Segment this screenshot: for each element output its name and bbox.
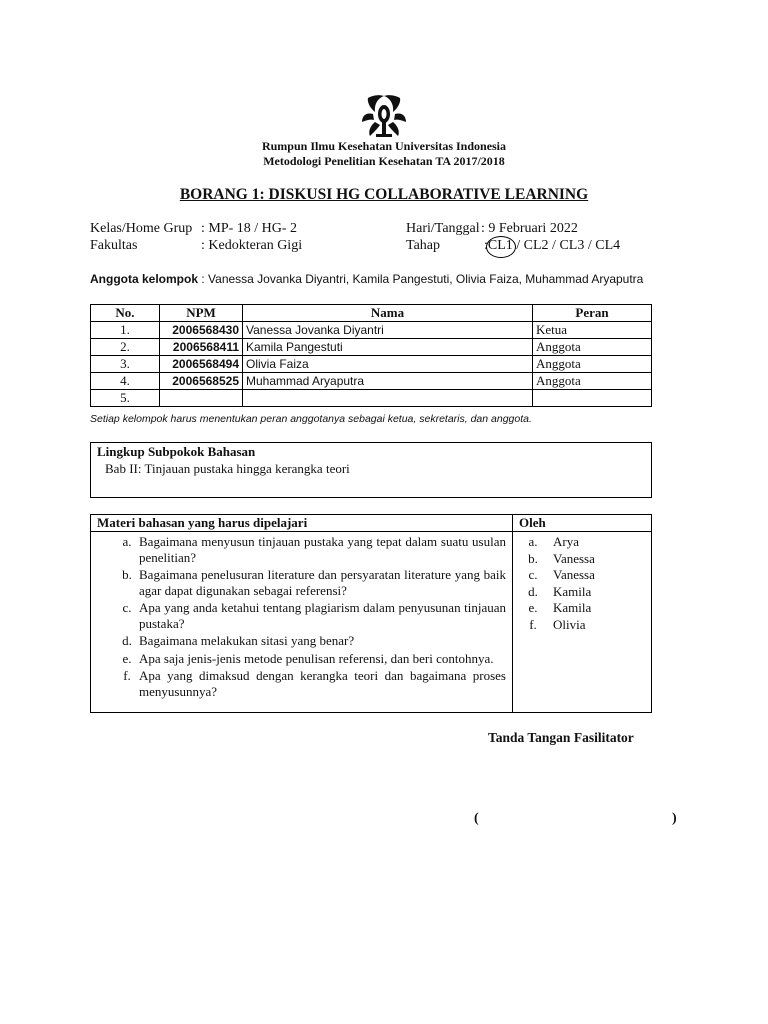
lingkup-heading: Lingkup Subpokok Bahasan xyxy=(97,444,256,459)
fakultas-value: : Kedokteran Gigi xyxy=(201,238,303,253)
table-row xyxy=(91,356,652,373)
cell-npm: 2006568430 xyxy=(160,322,243,339)
cell-peran: Anggota xyxy=(533,356,652,373)
anggota-line xyxy=(90,272,643,286)
list-item: d. Kamila xyxy=(528,583,592,599)
table-row xyxy=(91,390,652,407)
list-item: e. Kamila xyxy=(528,600,592,615)
tahap-label: Tahap xyxy=(406,238,441,253)
header-course: Metodologi Penelitian Kesehatan TA 2017/2018 xyxy=(263,154,505,168)
page-title: BORANG 1: DISKUSI HG COLLABORATIVE LEARNING xyxy=(179,186,589,203)
list-item: c. Vanessa xyxy=(528,567,595,582)
cell-no: 4. xyxy=(91,373,160,390)
cell-nama: Kamila Pangestuti xyxy=(243,339,533,356)
cell-nama: Olivia Faiza xyxy=(243,356,533,373)
table-row xyxy=(91,373,652,390)
anggota-value: : Vanessa Jovanka Diyantri, Kamila Pangestuti, Olivia Faiza, Muhammad Aryaputra xyxy=(201,272,644,286)
cell-nama: Vanessa Jovanka Diyantri xyxy=(243,322,533,339)
signature-open-paren: ( xyxy=(474,811,479,826)
cell-nama xyxy=(243,390,533,407)
kelas-label: Kelas/Home Grup xyxy=(90,221,193,236)
university-seal-icon xyxy=(358,92,410,140)
col-npm: NPM xyxy=(160,305,243,322)
cell-no: 1. xyxy=(91,322,160,339)
roles-note: Setiap kelompok harus menentukan peran anggotanya sebagai ketua, sekretaris, dan anggota. xyxy=(90,413,532,425)
materi-body-row xyxy=(91,532,652,713)
list-item: b. Vanessa xyxy=(528,550,595,566)
col-nama: Nama xyxy=(243,305,533,322)
cell-peran: Anggota xyxy=(533,373,652,390)
questions-cell xyxy=(91,532,513,713)
cell-npm: 2006568525 xyxy=(160,373,243,390)
cell-no: 3. xyxy=(91,356,160,373)
cell-npm: 2006568494 xyxy=(160,356,243,373)
col-no: No. xyxy=(91,305,160,322)
materi-header: Materi bahasan yang harus dipelajari xyxy=(91,515,513,532)
list-item: a. Bagaimana menyusun tinjauan pustaka yang tepat dalam suatu usulan penelitian? xyxy=(122,534,506,565)
anggota-label: Anggota kelompok xyxy=(90,272,199,286)
table-row xyxy=(91,322,652,339)
hari-label: Hari/Tanggal xyxy=(406,221,480,236)
materi-table xyxy=(90,514,652,713)
table-row xyxy=(91,339,652,356)
header-institution: Rumpun Ilmu Kesehatan Universitas Indonesia xyxy=(261,139,507,153)
lingkup-body: Bab II: Tinjauan pustaka hingga kerangka teori xyxy=(105,461,350,476)
oleh-list xyxy=(519,534,645,633)
signature-close-paren: ) xyxy=(672,811,677,826)
hari-value: : 9 Februari 2022 xyxy=(481,221,578,236)
list-item: f. Apa yang dimaksud dengan kerangka teori dan bagaimana proses menyusunnya? xyxy=(123,668,506,699)
list-item: b. Bagaimana penelusuran literature dan persyaratan literature yang baik agar dapat digunakan sebagai referensi? xyxy=(122,567,506,598)
members-header-row xyxy=(91,305,652,322)
cell-nama: Muhammad Aryaputra xyxy=(243,373,533,390)
list-item: f. Olivia xyxy=(529,616,586,632)
col-peran: Peran xyxy=(533,305,652,322)
oleh-header: Oleh xyxy=(513,515,652,532)
lingkup-box xyxy=(90,442,652,498)
cell-peran: Ketua xyxy=(533,322,652,339)
cell-peran: Anggota xyxy=(533,339,652,356)
list-item: c. Apa yang anda ketahui tentang plagiarism dalam penyusunan tinjauan pustaka? xyxy=(122,600,506,631)
cell-peran xyxy=(533,390,652,407)
fakultas-label: Fakultas xyxy=(90,238,138,253)
cell-no: 5. xyxy=(91,390,160,407)
materi-header-row xyxy=(91,515,652,532)
signature-label: Tanda Tangan Fasilitator xyxy=(488,730,634,745)
question-list xyxy=(97,534,506,699)
kelas-value: : MP- 18 / HG- 2 xyxy=(201,221,298,236)
cell-npm xyxy=(160,390,243,407)
oleh-cell xyxy=(513,532,652,713)
cell-no: 2. xyxy=(91,339,160,356)
members-table xyxy=(90,304,652,407)
tahap-value: :CL1 / CL2 / CL3 / CL4 xyxy=(484,238,621,253)
list-item: a. Arya xyxy=(528,534,579,549)
list-item: d. Bagaimana melakukan sitasi yang benar? xyxy=(122,633,355,648)
cell-npm: 2006568411 xyxy=(160,339,243,356)
list-item: e. Apa saja jenis-jenis metode penulisan referensi, dan beri contohnya. xyxy=(122,650,494,666)
cl1-circle-mark xyxy=(486,236,516,258)
